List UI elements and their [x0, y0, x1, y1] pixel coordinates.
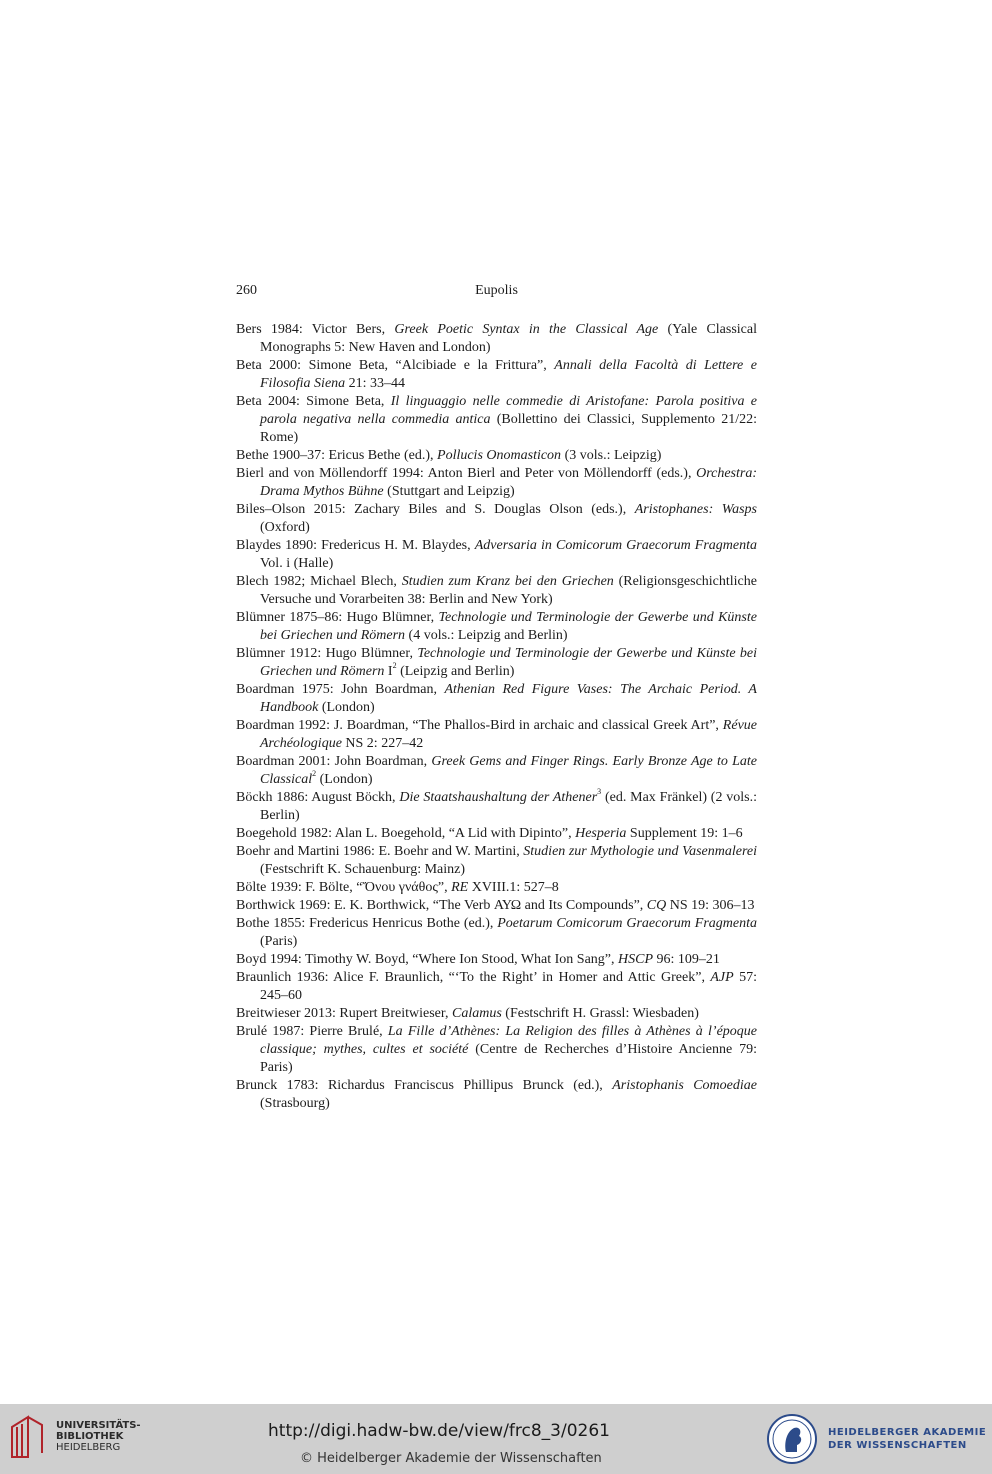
bibliography-entry — [236, 357, 757, 393]
entry-text: Bothe 1855: Fredericus Henricus Bothe (ed.), — [236, 916, 498, 931]
work-title: Greek Poetic Syntax in the Classical Age — [394, 322, 659, 337]
entry-text: Boardman 1992: J. Boardman, “The Phallos-Bird in archaic and classical Greek Art”, — [236, 718, 723, 733]
entry-text: Brulé 1987: Pierre Brulé, — [236, 1024, 388, 1039]
entry-text: (London) — [318, 700, 375, 715]
work-title: Technologie und Terminologie der Gewerbe und Künste bei Griechen und Römern — [260, 646, 757, 679]
work-title: HSCP — [618, 952, 654, 967]
entry-text: (Oxford) — [260, 520, 310, 535]
library-line-2: BIBLIOTHEK — [56, 1431, 124, 1442]
library-line-1: UNIVERSITÄTS- — [56, 1420, 141, 1431]
work-title: RE — [451, 880, 469, 895]
bibliography-entry — [236, 1077, 757, 1113]
entry-text: (ed. Max Fränkel) (2 vols.: Berlin) — [260, 790, 757, 823]
work-title: Aristophanes: Wasps — [634, 502, 757, 517]
work-title: Aristophanis Comoediae — [612, 1078, 757, 1093]
work-title: Die Staatshaushaltung der Athener — [399, 790, 598, 805]
entry-text: (Paris) — [260, 934, 298, 949]
entry-text: 57: 245–60 — [260, 970, 758, 1003]
entry-text: Bethe 1900–37: Ericus Bethe (ed.), — [236, 448, 438, 463]
work-title: Studien zum Kranz bei den Griechen — [401, 574, 614, 589]
edition-superscript: 2 — [312, 769, 317, 779]
entry-text: (Stuttgart and Leipzig) — [383, 484, 515, 499]
edition-superscript: 2 — [392, 661, 397, 671]
entry-text: Vol. i (Halle) — [260, 556, 334, 571]
work-title: Greek Gems and Finger Rings. Early Bronze Age to Late Classical — [260, 754, 757, 787]
entry-text: Supplement 19: 1–6 — [626, 826, 743, 841]
bibliography-entry — [236, 1005, 757, 1023]
entry-text: Blaydes 1890: Fredericus H. M. Blaydes, — [236, 538, 475, 553]
work-title: Annali della Facoltà di Lettere e Filosofia Siena — [260, 358, 758, 391]
entry-text: (Bollettino dei Classici, Supplemento 21/22: Rome) — [260, 412, 757, 445]
work-title: CQ — [646, 898, 667, 913]
work-title: Pollucis Onomasticon — [437, 448, 562, 463]
bibliography-entry — [236, 879, 757, 897]
university-library-logo-icon — [10, 1413, 46, 1461]
entry-text: (Centre de Recherches d’Histoire Ancienne 79: Paris) — [260, 1042, 757, 1075]
entry-text: (Festschrift H. Grassl: Wiesbaden) — [501, 1006, 699, 1021]
entry-text: Biles–Olson 2015: Zachary Biles and S. Douglas Olson (eds.), — [236, 502, 635, 517]
entry-text: Boehr and Martini 1986: E. Boehr and W. Martini, — [236, 844, 524, 859]
bibliography-entry — [236, 717, 757, 753]
entry-text: 96: 109–21 — [653, 952, 720, 967]
entry-text: (London) — [316, 772, 373, 787]
bibliography-entry — [236, 753, 757, 789]
bibliography-entry — [236, 447, 757, 465]
entry-text: Brunck 1783: Richardus Franciscus Phillipus Brunck (ed.), — [236, 1078, 613, 1093]
bibliography-entry — [236, 501, 757, 537]
entry-text: Braunlich 1936: Alice F. Braunlich, “‘To the Right’ in Homer and Attic Greek”, — [236, 970, 711, 985]
entry-text: Bölte 1939: F. Bölte, “Ὄνου γνάθος”, — [236, 880, 452, 895]
entry-text: NS 2: 227–42 — [341, 736, 424, 751]
bibliography-entry — [236, 393, 757, 447]
work-title: Orchestra: Drama Mythos Bühne — [260, 466, 757, 499]
entry-text: Blümner 1875–86: Hugo Blümner, — [236, 610, 439, 625]
edition-superscript: 3 — [597, 787, 602, 797]
bibliography-entry — [236, 969, 757, 1005]
entry-text: Blümner 1912: Hugo Blümner, — [236, 646, 418, 661]
work-title: Athenian Red Figure Vases: The Archaic Period. A Handbook — [260, 682, 757, 715]
entry-text: Boardman 2001: John Boardman, — [236, 754, 432, 769]
work-title: AJP — [710, 970, 734, 985]
bibliography-entry — [236, 573, 757, 609]
academy-seal-icon — [766, 1412, 818, 1466]
academy-line-2: DER WISSENSCHAFTEN — [828, 1440, 967, 1451]
bibliography-entry — [236, 681, 757, 717]
work-title: Calamus — [452, 1006, 502, 1021]
work-title: Technologie und Terminologie der Gewerbe und Künste bei Griechen und Römern — [260, 610, 757, 643]
university-library-name — [56, 1420, 141, 1453]
entry-text: Bierl and von Möllendorff 1994: Anton Bierl and Peter von Möllendorff (eds.), — [236, 466, 697, 481]
entry-text: I — [384, 664, 393, 679]
bibliography-entry — [236, 609, 757, 645]
entry-text: (4 vols.: Leipzig and Berlin) — [405, 628, 568, 643]
entry-text: (Festschrift K. Schauenburg: Mainz) — [260, 862, 466, 877]
entry-text: Boegehold 1982: Alan L. Boegehold, “A Lid with Dipinto”, — [236, 826, 576, 841]
bibliography-entry — [236, 321, 757, 357]
work-title: Il linguaggio nelle commedie di Aristofane: Parola positiva e parola negativa nella commedia antica — [260, 394, 757, 427]
work-title: Adversaria in Comicorum Graecorum Fragmenta — [474, 538, 757, 553]
bibliography-entry — [236, 789, 757, 825]
entry-text: NS 19: 306–13 — [666, 898, 755, 913]
copyright-notice: © Heidelberger Akademie der Wissenschaften — [300, 1451, 602, 1466]
running-head — [236, 283, 757, 303]
entry-text: (Strasbourg) — [260, 1096, 330, 1111]
entry-text: XVIII.1: 527–8 — [468, 880, 559, 895]
entry-text: Boardman 1975: John Boardman, — [236, 682, 445, 697]
bibliography-list — [236, 321, 757, 1113]
bibliography-entry — [236, 915, 757, 951]
entry-text: (Religionsgeschichtliche Versuche und Vorarbeiten 38: Berlin and New York) — [260, 574, 757, 607]
entry-text: (Leipzig and Berlin) — [396, 664, 515, 679]
work-title: La Fille d’Athènes: La Religion des filles à Athènes à l’époque classique; mythes, cultes et société — [260, 1024, 757, 1057]
footer-bar — [0, 1404, 992, 1474]
bibliography-entry — [236, 1023, 757, 1077]
entry-text: (Yale Classical Monographs 5: New Haven and London) — [260, 322, 757, 355]
permalink-url[interactable]: http://digi.hadw-bw.de/view/frc8_3/0261 — [268, 1421, 610, 1441]
bibliography-entry — [236, 537, 757, 573]
entry-text: Beta 2004: Simone Beta, — [236, 394, 391, 409]
bibliography-entry — [236, 951, 757, 969]
entry-text: Beta 2000: Simone Beta, “Alcibiade e la Frittura”, — [236, 358, 555, 373]
entry-text: Breitwieser 2013: Rupert Breitwieser, — [236, 1006, 452, 1021]
academy-name — [828, 1426, 986, 1452]
bibliography-entry — [236, 645, 757, 681]
bibliography-entry — [236, 465, 757, 501]
work-title: Poetarum Comicorum Graecorum Fragmenta — [497, 916, 757, 931]
bibliography-entry — [236, 897, 757, 915]
bibliography-entry — [236, 843, 757, 879]
entry-text: (3 vols.: Leipzig) — [561, 448, 662, 463]
work-title: Révue Archéologique — [260, 718, 757, 751]
library-line-3: HEIDELBERG — [56, 1442, 121, 1453]
page-number: 260 — [236, 283, 257, 298]
entry-text: Borthwick 1969: E. K. Borthwick, “The Verb ΑΥΩ and Its Compounds”, — [236, 898, 647, 913]
entry-text: 21: 33–44 — [345, 376, 406, 391]
entry-text: Böckh 1886: August Böckh, — [236, 790, 400, 805]
entry-text: Blech 1982; Michael Blech, — [236, 574, 402, 589]
running-title: Eupolis — [475, 283, 518, 298]
entry-text: Boyd 1994: Timothy W. Boyd, “Where Ion Stood, What Ion Sang”, — [236, 952, 619, 967]
entry-text: Bers 1984: Victor Bers, — [236, 322, 395, 337]
work-title: Hesperia — [575, 826, 627, 841]
bibliography-entry — [236, 825, 757, 843]
academy-line-1: HEIDELBERGER AKADEMIE — [828, 1427, 987, 1438]
work-title: Studien zur Mythologie und Vasenmalerei — [523, 844, 757, 859]
